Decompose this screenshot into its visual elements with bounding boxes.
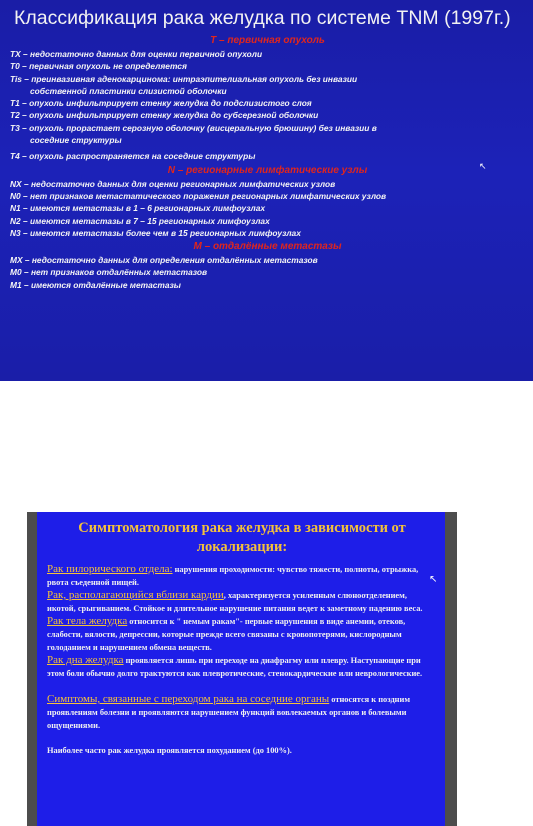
classification-line: N2 – имеются метастазы в 7 – 15 регионарных лимфоузлах <box>10 215 270 226</box>
classification-line: N1 – имеются метастазы в 1 – 6 регионарных лимфоузлах <box>10 203 266 214</box>
symptom-paragraph <box>47 693 437 732</box>
classification-line: T0 – первичная опухоль не определяется <box>10 61 187 72</box>
section-heading: M – отдалённые метастазы <box>193 241 342 253</box>
paragraph-text: относится к " немым ракам"- первые нарушения в виде анемии, отеков, слабости, вялости, депрессии, которые прежде всего связаны с кровопотерями, кислородным голоданием и нарушением обмена веществ. <box>47 617 406 652</box>
slide-title: Симптоматология рака желудка в зависимости от локализации: <box>78 520 406 555</box>
symptom-paragraph <box>47 589 437 615</box>
symptom-paragraph <box>47 654 437 680</box>
symptom-paragraph <box>47 563 437 589</box>
classification-line: Tis – преинвазивная аденокарцинома: интраэпителиальная опухоль без инвазии <box>10 73 358 84</box>
classification-line: N3 – имеются метастазы более чем в 15 регионарных лимфоузлах <box>10 227 301 238</box>
localization-link[interactable]: Рак тела желудка <box>47 615 128 627</box>
classification-line: T1 – опухоль инфильтрирует стенку желудка до подслизистого слоя <box>10 98 312 109</box>
localization-link[interactable]: Рак пилорического отдела: <box>47 563 173 575</box>
mouse-cursor-icon: ↖ <box>429 574 438 585</box>
classification-line: T2 – опухоль инфильтрирует стенку желудка до субсерезной оболочки <box>10 110 319 121</box>
classification-line: TX – недостаточно данных для оценки первичной опухоли <box>10 49 263 59</box>
classification-line: NX – недостаточно данных для оценки регионарных лимфатических узлов <box>10 178 336 189</box>
localization-link[interactable]: Рак дна желудка <box>47 654 124 666</box>
classification-line: T3 – опухоль прорастает серозную оболочку (висцеральную брюшину) без инвазии в <box>10 122 377 133</box>
paragraph-text: Наиболее часто рак желудка проявляется похуданием (до 100%). <box>47 746 292 755</box>
classification-line: N0 – нет признаков метастатического поражения регионарных лимфатических узлов <box>10 190 387 201</box>
classification-line: MX – недостаточно данных для определения отдалённых метастазов <box>10 255 318 266</box>
classification-line: T4 – опухоль распространяется на соседние структуры <box>10 151 256 162</box>
tnm-classification-slide <box>0 0 533 381</box>
localization-link[interactable]: Рак, располагающийся вблизи кардии <box>47 589 224 601</box>
localization-link[interactable]: Симптомы, связанные с переходом рака на соседние органы <box>47 693 330 705</box>
paragraph-text: , характеризуется усиленным слюноотделением, икотой, срыгиванием. Стойкое и длительное нарушение питания ведет к заметному падению веса. <box>47 591 423 613</box>
symptoms-slide <box>27 512 457 826</box>
classification-line: M0 – нет признаков отдалённых метастазов <box>10 267 208 278</box>
paragraph-text: нарушения проходимости: чувство тяжести, полноты, отрыжка, рвота съеденной пищей. <box>47 565 419 587</box>
classification-line: соседние структуры <box>30 135 122 146</box>
section-heading: T – первичная опухоль <box>210 35 325 46</box>
classification-line: собственной пластинки слизистой оболочки <box>30 85 227 96</box>
section-heading: N – регионарные лимфатические узлы <box>167 164 368 176</box>
slide-body <box>10 34 525 291</box>
slide-body <box>47 563 437 757</box>
symptom-paragraph <box>47 615 437 654</box>
paragraph-text: относятся к поздним проявлениям болезни и проявляются нарушением функций вовлекаемых органов и болевыми ощущениями. <box>47 695 411 730</box>
slide-panel <box>37 512 445 826</box>
classification-line: M1 – имеются отдалённые метастазы <box>10 279 181 290</box>
symptom-paragraph <box>47 744 437 757</box>
paragraph-text: проявляется лишь при переходе на диафрагму или плевру. Наступающие при этом боли обычно долго трактуются как плевротические, стенокардические или неврологические. <box>47 656 423 678</box>
mouse-cursor-icon: ↖ <box>479 162 487 172</box>
slide-title: Классификация рака желудка по системе TNM (1997г.) <box>14 7 511 29</box>
